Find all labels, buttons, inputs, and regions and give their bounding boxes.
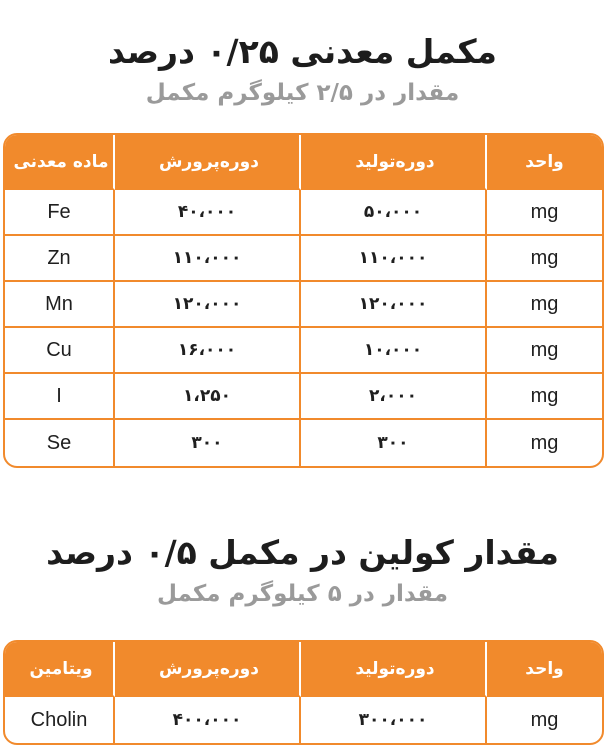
cell-unit: mg: [487, 236, 602, 282]
choline-table-header-row: [5, 642, 602, 697]
header-unit: واحد: [487, 135, 602, 190]
choline-table: [3, 640, 604, 745]
cell-mineral: Zn: [5, 236, 115, 282]
choline-table-subtitle: مقدار در ۵ کیلوگرم مکمل: [156, 581, 448, 607]
cell-production: ۵۰،۰۰۰: [301, 190, 487, 236]
cell-grower: ۱۱۰،۰۰۰: [115, 236, 301, 282]
cell-grower: ۳۰۰: [115, 420, 301, 466]
cell-unit: mg: [487, 282, 602, 328]
cell-mineral: Mn: [5, 282, 115, 328]
header-unit: واحد: [487, 642, 602, 697]
table-row: [5, 374, 602, 420]
cell-vitamin: Cholin: [5, 697, 115, 743]
cell-production: ۱۱۰،۰۰۰: [301, 236, 487, 282]
cell-unit: mg: [530, 431, 559, 454]
choline-table-title: مقدار کولین در مکمل ۰/۵ درصد: [46, 533, 559, 572]
cell-grower: ۱۲۰،۰۰۰: [115, 282, 301, 328]
cell-mineral: Cu: [5, 328, 115, 374]
table-row: [5, 420, 602, 466]
cell-production: ۳۰۰،۰۰۰: [301, 697, 487, 743]
cell-production: ۱۰،۰۰۰: [301, 328, 487, 374]
mineral-table-header-row: [5, 135, 602, 190]
table-row: [5, 282, 602, 328]
cell-mineral: Fe: [5, 190, 115, 236]
cell-mineral: Se: [5, 420, 115, 466]
cell-unit: mg: [487, 328, 602, 374]
header-vitamin: ویتامین: [5, 642, 115, 697]
header-production: دوره‌تولید: [301, 135, 487, 190]
cell-grower: ۴۰۰،۰۰۰: [115, 697, 301, 743]
table-row: [5, 236, 602, 282]
cell-production: ۲،۰۰۰: [301, 374, 487, 420]
cell-grower: ۱،۲۵۰: [115, 374, 301, 420]
table-row: [5, 697, 602, 743]
cell-grower: ۱۶،۰۰۰: [115, 328, 301, 374]
cell-production: ۱۲۰،۰۰۰: [301, 282, 487, 328]
header-grower: دوره‌پرورش: [115, 135, 301, 190]
header-grower: دوره‌پرورش: [115, 642, 301, 697]
header-production: دوره‌تولید: [301, 642, 487, 697]
mineral-table: [3, 133, 604, 468]
choline-supplement-section: [0, 521, 605, 731]
table-row: [5, 328, 602, 374]
cell-unit: mg: [530, 708, 559, 731]
cell-grower: ۴۰،۰۰۰: [115, 190, 301, 236]
mineral-table-title: مکمل معدنی ۰/۲۵ درصد: [108, 32, 497, 71]
mineral-table-subtitle: مقدار در ۲/۵ کیلوگرم مکمل: [145, 80, 460, 106]
header-mineral: ماده معدنی: [5, 135, 115, 190]
cell-production: ۳۰۰: [301, 420, 487, 466]
table-row: [5, 190, 602, 236]
cell-mineral: I: [5, 374, 115, 420]
cell-unit: mg: [487, 374, 602, 420]
cell-unit: mg: [487, 190, 602, 236]
